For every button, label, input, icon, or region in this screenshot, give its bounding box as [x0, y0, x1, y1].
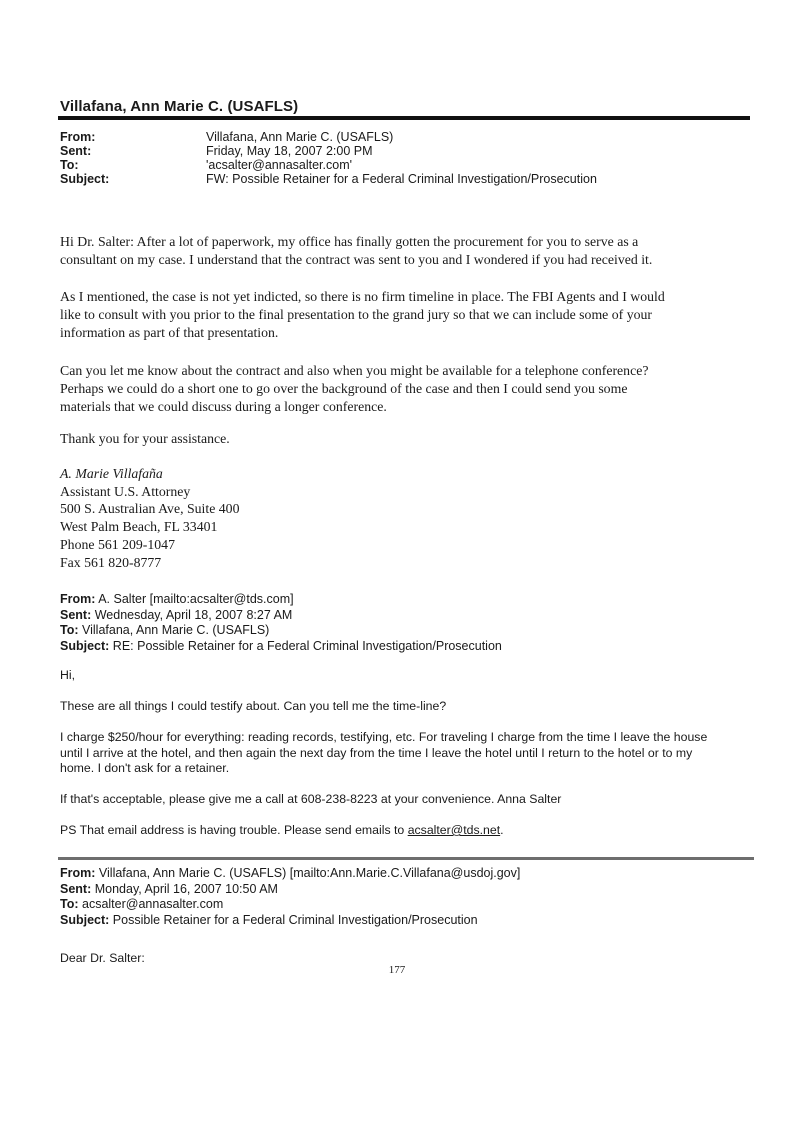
email-header	[60, 130, 597, 186]
body-paragraph-3	[60, 362, 740, 416]
header-to-label: To:	[60, 158, 79, 172]
forwarded-header-2	[60, 866, 520, 929]
body-line: consultant on my case. I understand that the contract was sent to you and I wondered if you had received it.	[60, 252, 653, 267]
fwd1-sent-row	[60, 608, 502, 624]
body-line: Hi Dr. Salter: After a lot of paperwork, my office has finally gotten the procurement for you to serve as a	[60, 234, 639, 249]
fwd1-to-value: Villafana, Ann Marie C. (USAFLS)	[82, 623, 270, 638]
fwd2-subject-row	[60, 913, 520, 929]
signature-address-1: 500 S. Australian Ave, Suite 400	[60, 501, 240, 517]
email-owner-title: Villafana, Ann Marie C. (USAFLS)	[60, 98, 299, 115]
header-from-row	[60, 130, 597, 144]
fwd1-subject-value: RE: Possible Retainer for a Federal Criminal Investigation/Prosecution	[112, 639, 502, 654]
signature-name: A. Marie Villafaña	[60, 466, 163, 481]
header-to-row	[60, 158, 597, 172]
page-number: 177	[388, 964, 406, 976]
fwd1-from-label: From:	[60, 592, 96, 606]
reply-paragraph-2	[60, 730, 750, 777]
original-greeting: Dear Dr. Salter:	[60, 951, 145, 965]
signature-address-2: West Palm Beach, FL 33401	[60, 519, 218, 535]
reply-line: I charge $250/hour for everything: reading records, testifying, etc. For traveling I charge from the time I leave the house	[60, 730, 708, 744]
fwd1-from-row	[60, 592, 502, 608]
message-separator	[58, 857, 754, 860]
reply-ps-text: PS That email address is having trouble. Please send emails to	[60, 823, 408, 837]
fwd1-from-value: A. Salter [mailto:acsalter@tds.com]	[98, 592, 294, 606]
body-line: Perhaps we could do a short one to go over the background of the case and then I could send you some	[60, 381, 628, 396]
body-paragraph-2	[60, 288, 740, 342]
reply-greeting: Hi,	[60, 668, 76, 682]
fwd2-to-row	[60, 897, 520, 913]
email-link[interactable]: acsalter@tds.net	[407, 823, 501, 837]
header-sent-label: Sent:	[60, 144, 92, 158]
signature-fax: Fax 561 820-8777	[60, 554, 162, 570]
fwd1-sent-label: Sent:	[60, 607, 92, 622]
header-sent-value: Friday, May 18, 2007 2:00 PM	[206, 144, 373, 158]
body-line: information as part of that presentation.	[60, 325, 279, 340]
header-sent-row	[60, 144, 597, 158]
signature-phone: Phone 561 209-1047	[60, 536, 175, 552]
reply-paragraph-1: These are all things I could testify about. Can you tell me the time-line?	[60, 699, 447, 713]
fwd2-sent-row	[60, 882, 520, 898]
body-paragraph-4: Thank you for your assistance.	[60, 431, 230, 446]
fwd1-subject-label: Subject:	[60, 639, 110, 654]
forwarded-header-1	[60, 592, 502, 655]
fwd2-to-label: To:	[60, 897, 79, 912]
body-line: like to consult with you prior to the final presentation to the grand jury so that we can include some of your	[60, 307, 652, 322]
reply-ps-suffix: .	[500, 823, 504, 837]
header-to-value: 'acsalter@annasalter.com'	[206, 158, 353, 172]
reply-paragraph-4	[60, 823, 750, 839]
fwd2-from-value: Villafana, Ann Marie C. (USAFLS) [mailto:Ann.Marie.C.Villafana@usdoj.gov]	[98, 866, 521, 880]
body-line: materials that we could discuss during a longer conference.	[60, 399, 387, 414]
fwd1-sent-value: Wednesday, April 18, 2007 8:27 AM	[94, 607, 293, 622]
header-from-label: From:	[60, 130, 96, 144]
reply-line: until I arrive at the hotel, and then again the next day from the time I leave the hotel until I return to the hotel or to my	[60, 745, 693, 760]
header-subject-label: Subject:	[60, 172, 110, 186]
header-subject-value: FW: Possible Retainer for a Federal Criminal Investigation/Prosecution	[206, 172, 597, 186]
fwd1-subject-row	[60, 639, 502, 655]
body-paragraph-1	[60, 233, 740, 269]
signature-title: Assistant U.S. Attorney	[60, 483, 191, 499]
fwd1-to-label: To:	[60, 623, 79, 638]
fwd2-subject-value: Possible Retainer for a Federal Criminal Investigation/Prosecution	[112, 913, 478, 928]
header-from-value: Villafana, Ann Marie C. (USAFLS)	[206, 130, 394, 144]
fwd2-from-row	[60, 866, 520, 882]
fwd2-sent-value: Monday, April 16, 2007 10:50 AM	[94, 881, 278, 896]
fwd2-sent-label: Sent:	[60, 881, 92, 896]
signature-block	[60, 465, 239, 571]
fwd1-to-row	[60, 623, 502, 639]
body-line: As I mentioned, the case is not yet indicted, so there is no firm timeline in place. The FBI Agents and I would	[60, 289, 665, 304]
header-subject-row	[60, 172, 597, 186]
fwd2-from-label: From:	[60, 866, 96, 880]
reply-paragraph-3: If that's acceptable, please give me a call at 608-238-8223 at your convenience. Anna Salter	[60, 792, 562, 806]
title-divider	[58, 116, 750, 120]
fwd2-to-value: acsalter@annasalter.com	[82, 897, 224, 912]
fwd2-subject-label: Subject:	[60, 913, 110, 928]
reply-line: home. I don't ask for a retainer.	[60, 761, 230, 775]
body-line: Can you let me know about the contract and also when you might be available for a telephone conference?	[60, 363, 649, 378]
